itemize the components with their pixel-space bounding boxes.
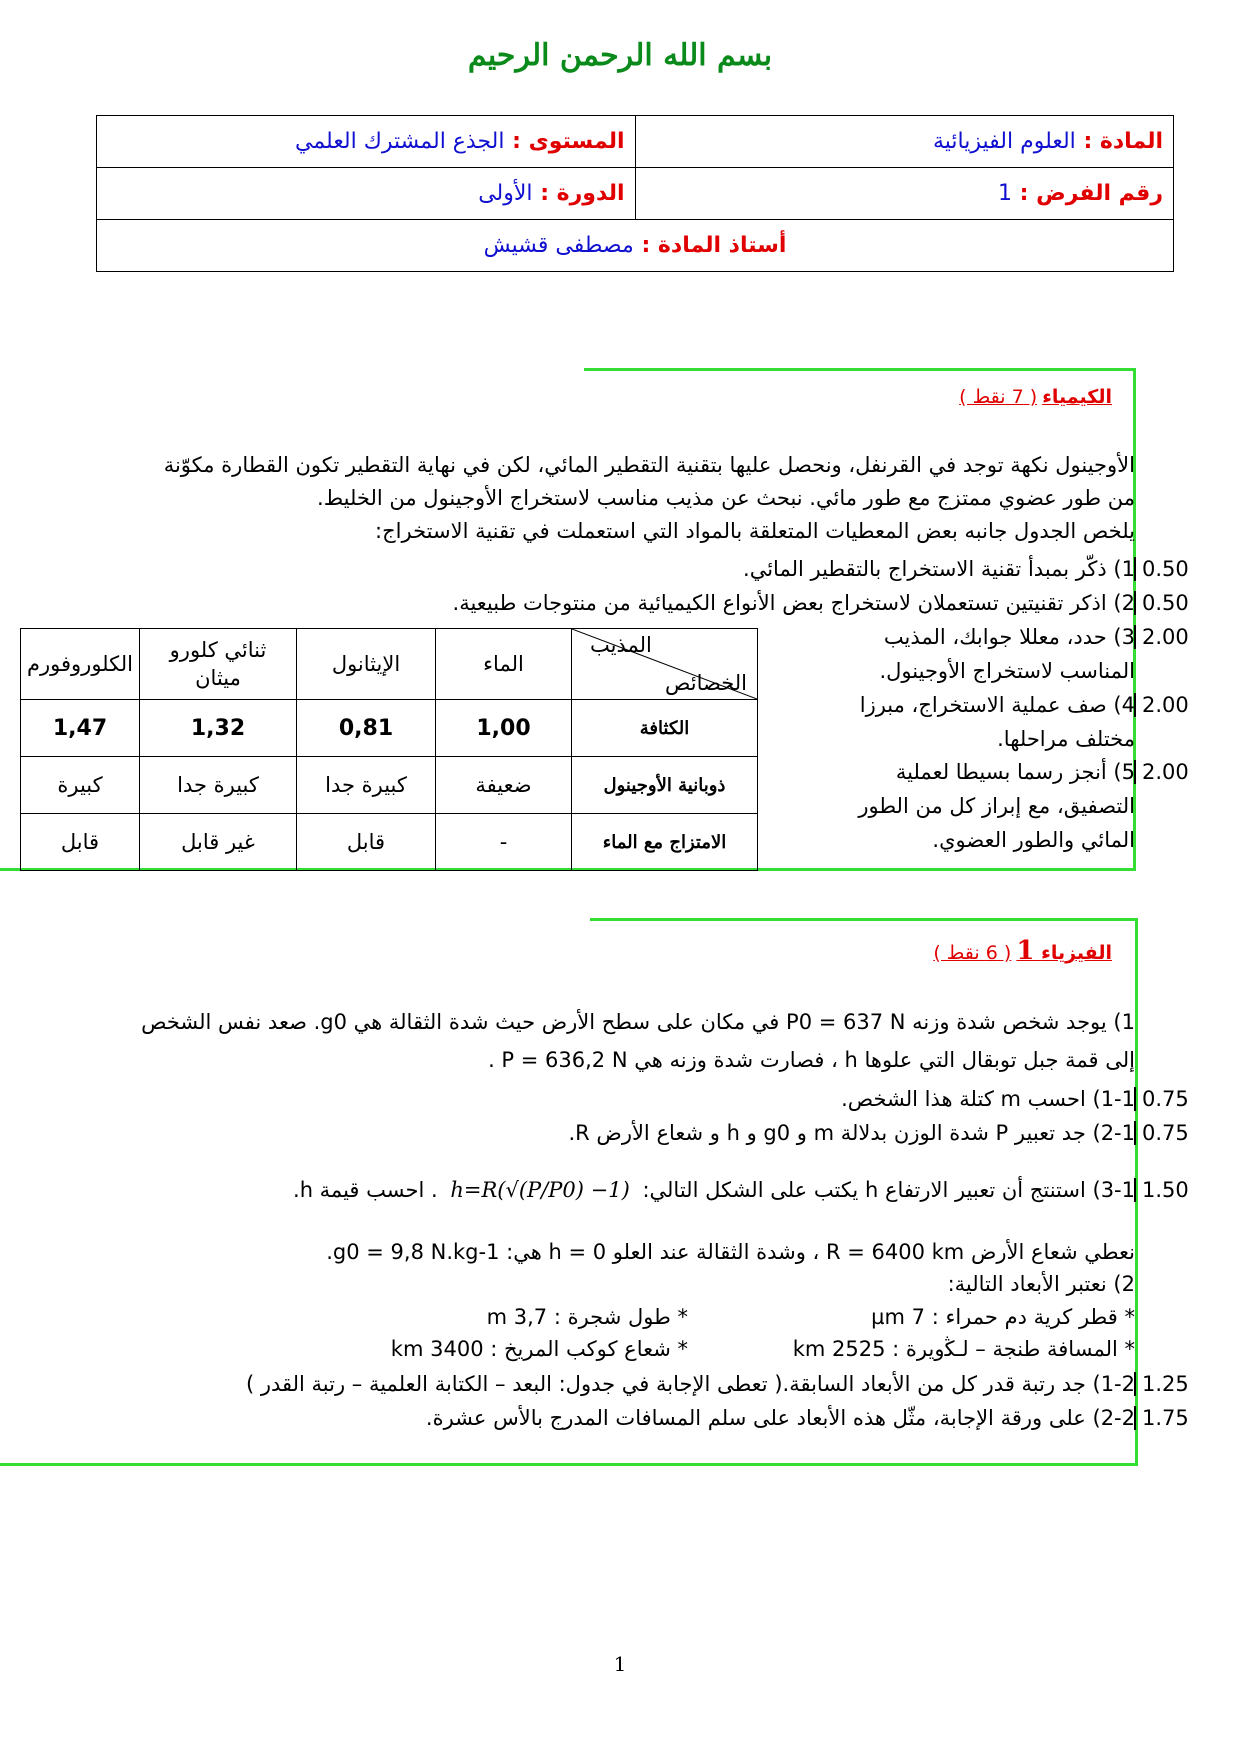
table-cell: غير قابل	[140, 814, 297, 871]
solvent-header: الماء	[436, 629, 572, 700]
chem-q5-line-2: التصفيق، مع إبراز كل من الطور	[858, 794, 1135, 818]
physics-points: ( 6 نقط )	[933, 942, 1012, 964]
test-value: 1	[997, 181, 1012, 206]
page-number: 1	[613, 1652, 627, 1676]
header-table	[96, 115, 1174, 272]
table-cell: 0,81	[297, 700, 436, 757]
chem-q3-line-2: المناسب لاستخراج الأوجينول.	[879, 659, 1135, 683]
level-label: المستوى	[528, 129, 625, 154]
row-label: ذوبانية الأوجينول	[572, 757, 758, 814]
table-cell: 1,00	[436, 700, 572, 757]
phys-q22: 2-2) على ورقة الإجابة، مثّل هذه الأبعاد على سلم المسافات المدرج بالأس عشرة.	[425, 1406, 1135, 1430]
physics-title	[1016, 936, 1112, 966]
row-label: الكثافة	[572, 700, 758, 757]
subject-label: المادة	[1099, 129, 1163, 154]
chem-q1: 1) ذكّر بمبدأ تقنية الاستخراج بالتقطير المائي.	[743, 557, 1135, 581]
subject-value: العلوم الفيزيائية	[932, 129, 1076, 154]
dimension-item: * المسافة طنجة – لـﯖويرة : 2525 km	[792, 1337, 1135, 1361]
test-cell: رقم الفرض : 1	[635, 168, 1174, 220]
phys-q21: 2-1) جد تعبير P شدة الوزن بدلالة m و g0 و h و شعاع الأرض R.	[568, 1121, 1135, 1145]
solvent-table	[20, 628, 758, 871]
table-cell: -	[436, 814, 572, 871]
physics-title-text: الفيزياء	[1041, 942, 1112, 964]
table-cell: قابل	[21, 814, 140, 871]
physics-intro	[105, 1003, 1135, 1079]
chemistry-intro-line-3: يلخص الجدول جانبه بعض المعطيات المتعلقة بالمواد التي استعملت في تقنية الاستخراج:	[375, 519, 1135, 543]
solvent-header: ثنائي كلورو ميثان	[140, 629, 297, 700]
phys-q31-formula: h=R(√(P/P0) −1)	[450, 1178, 630, 1202]
phys-q31-tail: . احسب قيمة h.	[293, 1178, 438, 1202]
table-cell: ضعيفة	[436, 757, 572, 814]
solvent-header: الكلوروفورم	[21, 629, 140, 700]
phys-q12: 1-2) جد رتبة قدر كل من الأبعاد السابقة.( تعطى الإجابة في جدول: البعد – الكتابة العلمية – رتبة القدر )	[245, 1372, 1135, 1396]
phys-q31-text: 3-1) استنتج أن تعبير الارتفاع h يكتب على الشكل التالي:	[642, 1178, 1135, 1202]
phys-q21-score: 0.75	[1134, 1121, 1192, 1145]
teacher-cell: أستاذ المادة : مصطفى قشيش	[97, 220, 1174, 272]
solvent-header: الإيثانول	[297, 629, 436, 700]
teacher-value: مصطفى قشيش	[483, 233, 634, 258]
chem-q3-score: 2.00	[1134, 625, 1192, 649]
table-cell: قابل	[297, 814, 436, 871]
chemistry-frame-top	[584, 368, 1136, 371]
phys-q31	[293, 1178, 1135, 1202]
chem-q5-line-3: المائي والطور العضوي.	[932, 828, 1135, 852]
table-cell: كبيرة	[21, 757, 140, 814]
chem-q4-line-2: مختلف مراحلها.	[997, 727, 1135, 751]
dimension-item: * طول شجرة : 3,7 m	[486, 1305, 688, 1329]
phys-q11: 1-1) احسب m كتلة هذا الشخص.	[841, 1087, 1135, 1111]
chem-q2: 2) اذكر تقنيتين تستعملان لاستخراج بعض الأنواع الكيميائية من منتوجات طبيعية.	[452, 591, 1135, 615]
physics-frame-top	[590, 918, 1138, 921]
chem-q3-line-1: 3) حدد، معللا جوابك، المذيب	[883, 625, 1135, 649]
session-value: الأولى	[478, 181, 533, 206]
chemistry-intro	[105, 449, 1135, 548]
chemistry-intro-line-2: من طور عضوي ممتزج مع طور مائي. نبحث عن مذيب مناسب لاستخراج الأوجينول من الخليط.	[317, 486, 1135, 510]
phys-p2-intro: 2) نعتبر الأبعاد التالية:	[947, 1272, 1135, 1296]
corner-solvent-label: المذيب	[590, 633, 652, 657]
chemistry-points: ( 7 نقط )	[959, 386, 1038, 408]
chemistry-title: الكيمياء	[1042, 386, 1112, 408]
chem-q4-line-1: 4) صف عملية الاستخراج، مبرزا	[859, 693, 1135, 717]
table-cell: كبيرة جدا	[297, 757, 436, 814]
chem-q4-score: 2.00	[1134, 693, 1192, 717]
table-corner	[572, 629, 758, 700]
session-cell: الدورة : الأولى	[97, 168, 636, 220]
table-row	[21, 700, 758, 757]
corner-props-label: الخصائص	[665, 671, 747, 695]
chem-q5-line-1: 5) أنجز رسما بسيطا لعملية	[895, 760, 1135, 784]
phys-q31-score: 1.50	[1134, 1178, 1192, 1202]
subject-cell: المادة : العلوم الفيزيائية	[635, 116, 1174, 168]
phys-given: نعطي شعاع الأرض R = 6400 km ، وشدة الثقالة عند العلو h = 0 هي: g0 = 9,8 N.kg-1.	[326, 1240, 1135, 1264]
table-cell: 1,32	[140, 700, 297, 757]
table-row	[21, 757, 758, 814]
chem-q2-score: 0.50	[1134, 591, 1192, 615]
table-cell: كبيرة جدا	[140, 757, 297, 814]
chemistry-heading	[959, 386, 1112, 408]
phys-q12-score: 1.25	[1134, 1372, 1192, 1396]
level-cell: المستوى : الجذع المشترك العلمي	[97, 116, 636, 168]
row-label: الامتزاج مع الماء	[572, 814, 758, 871]
table-cell: 1,47	[21, 700, 140, 757]
dimension-item: * قطر كرية دم حمراء : 7 µm	[871, 1305, 1135, 1329]
teacher-label: أستاذ المادة	[657, 233, 787, 258]
chem-q5-score: 2.00	[1134, 760, 1192, 784]
session-label: الدورة	[556, 181, 625, 206]
phys-q22-score: 1.75	[1134, 1406, 1192, 1430]
physics-title-number: 1	[1016, 936, 1035, 966]
physics-intro-line-2: إلى قمة جبل توبقال التي علوها h ، فصارت شدة وزنه هي P = 636,2 N .	[488, 1048, 1135, 1072]
chem-q1-score: 0.50	[1134, 557, 1192, 581]
table-row	[21, 814, 758, 871]
basmala: بسم الله الرحمن الرحيم	[467, 38, 773, 73]
test-label: رقم الفرض	[1036, 181, 1163, 206]
physics-heading	[933, 936, 1112, 966]
physics-intro-line-1: 1) يوجد شخص شدة وزنه P0 = 637 N في مكان على سطح الأرض حيث شدة الثقالة هي g0. صعد نفس الشخص	[141, 1010, 1135, 1034]
dimension-item: * شعاع كوكب المريخ : 3400 km	[390, 1337, 688, 1361]
chemistry-intro-line-1: الأوجينول نكهة توجد في القرنفل، ونحصل عليها بتقنية التقطير المائي، لكن في نهاية التقطير تكون القطارة مكوّنة	[163, 453, 1135, 477]
phys-q11-score: 0.75	[1134, 1087, 1192, 1111]
level-value: الجذع المشترك العلمي	[294, 129, 505, 154]
